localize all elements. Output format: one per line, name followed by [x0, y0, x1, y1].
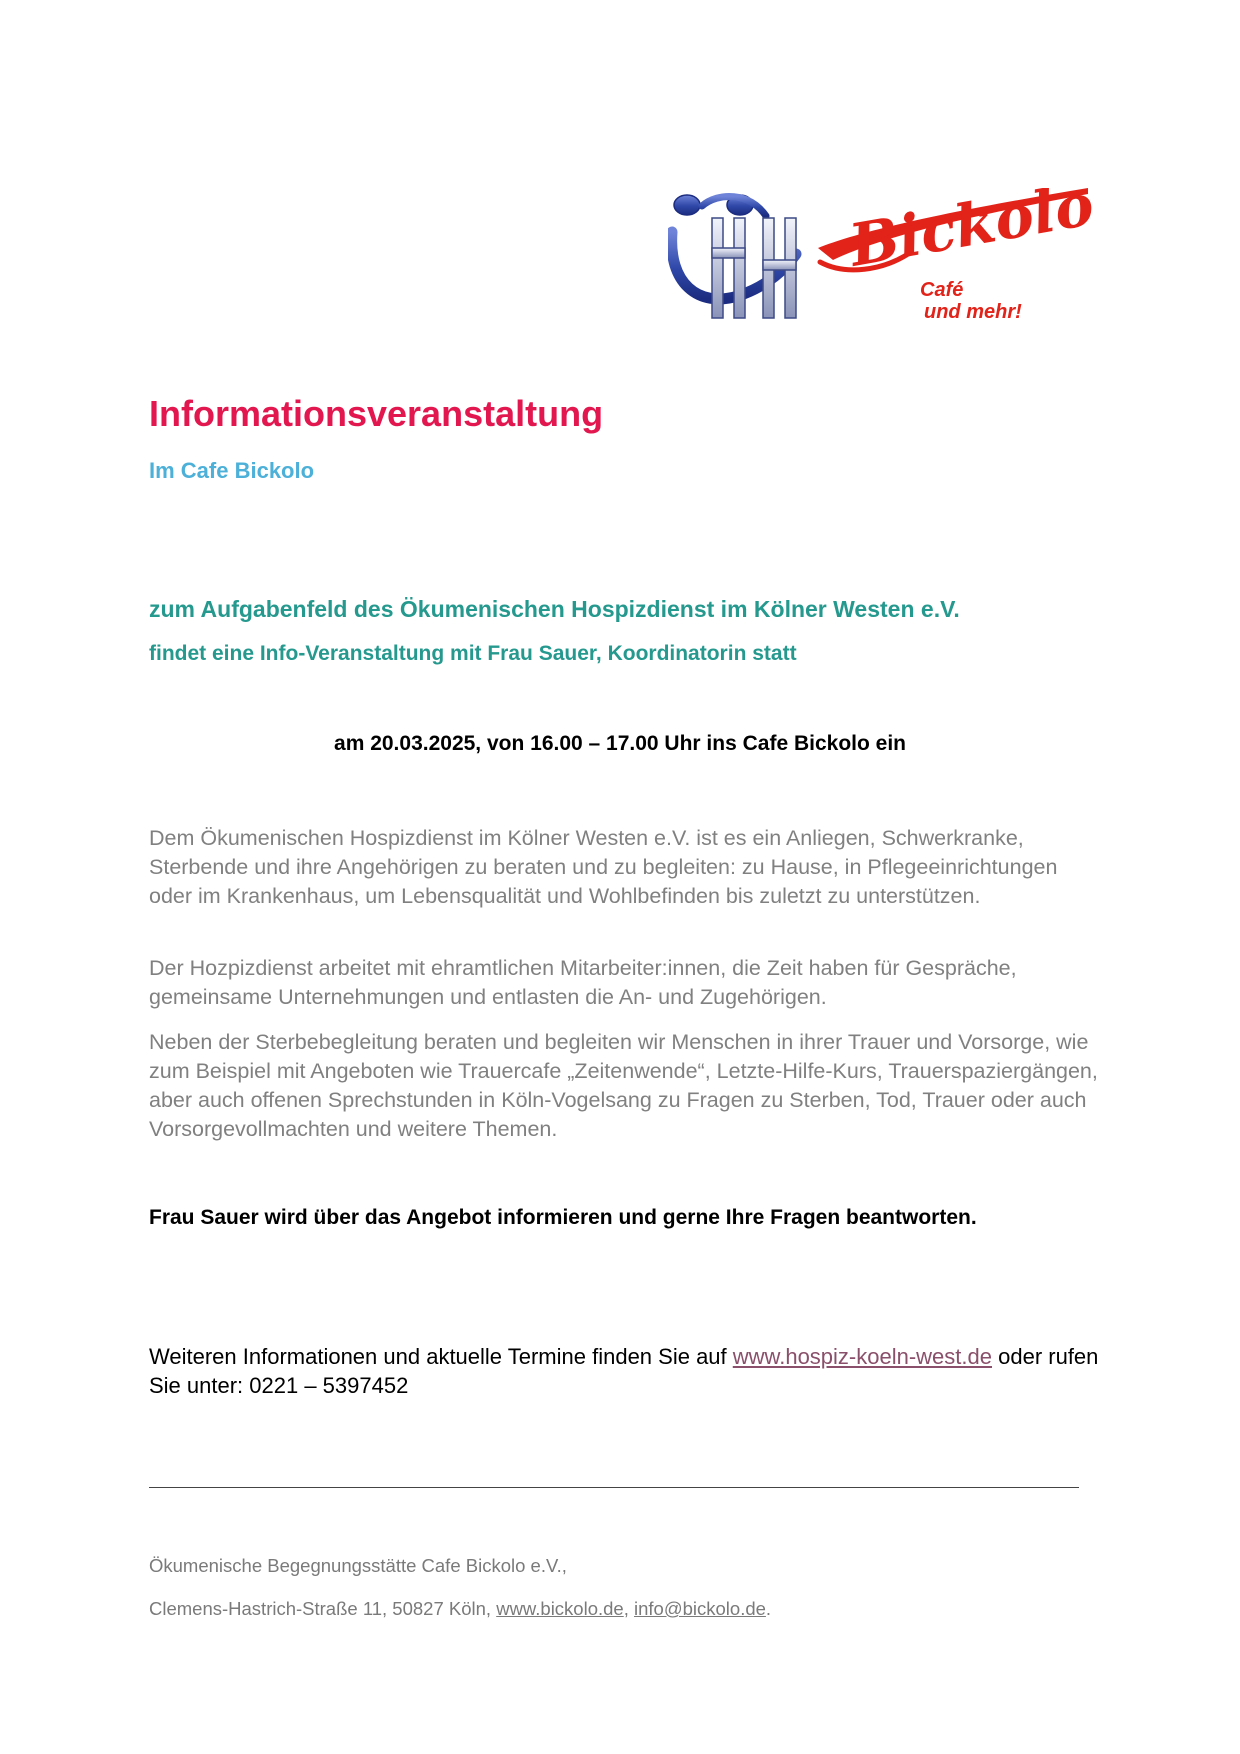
more-info-suffix: oder rufen Sie unter: 0221 – 5397452 [149, 1344, 1099, 1398]
topic-line-1: zum Aufgabenfeld des Ökumenischen Hospizdienst im Kölner Westen e.V. [149, 596, 960, 622]
closing-statement: Frau Sauer wird über das Angebot informieren und gerne Ihre Fragen beantworten. [149, 1206, 977, 1229]
footer-website-link[interactable]: www.bickolo.de [496, 1598, 624, 1619]
footer-address: Clemens-Hastrich-Straße 11, 50827 Köln, [149, 1598, 497, 1619]
bickolo-logo [668, 188, 1092, 338]
head-left-icon [674, 195, 700, 215]
footer-divider [149, 1487, 1079, 1488]
logo-tagline-line1: Café [920, 279, 964, 301]
more-info-prefix: Weiteren Informationen und aktuelle Termine finden Sie auf [149, 1344, 733, 1369]
body-paragraph-3: Neben der Sterbebegleitung beraten und begleiten wir Menschen in ihrer Trauer und Vorsorge, wie zum Beispiel mit Angeboten wie Trauercafe „Zeitenwende“, Letzte-Hilfe-Kurs, Trauerspaziergängen, aber auch offenen Sprechstunden in Köln-Vogelsang zu Fragen zu Sterben, Tod, Trauer oder auch Vorsorgevollmachten und weitere Themen. [149, 1030, 1098, 1141]
page-title: Informationsveranstaltung [149, 393, 604, 434]
logo-graphic [668, 188, 1092, 338]
page-subtitle: Im Cafe Bickolo [149, 458, 315, 483]
logo-tagline-line2: und mehr! [924, 301, 1022, 323]
footer-end: . [765, 1598, 772, 1619]
footer-address-line [149, 1598, 771, 1620]
footer-separator: , [623, 1598, 634, 1619]
more-info [149, 1342, 1109, 1400]
body-paragraph-2: Der Hozpizdienst arbeitet mit ehramtlichen Mitarbeiter:innen, die Zeit haben für Gespräche, gemeinsame Unternehmungen und entlasten die An- und Zugehörigen. [149, 956, 1017, 1009]
topic-line-2: findet eine Info-Veranstaltung mit Frau Sauer, Koordinatorin statt [149, 642, 797, 665]
footer-email-link[interactable]: info@bickolo.de [634, 1598, 766, 1619]
body-paragraph-1: Dem Ökumenischen Hospizdienst im Kölner Westen e.V. ist es ein Anliegen, Schwerkranke, Sterbende und ihre Angehörigen zu beraten und zu begleiten: zu Hause, in Pflegeeinrichtungen oder im Krankenhaus, um Lebensqualität und Wohlbefinden bis zuletzt zu unterstützen. [149, 826, 1058, 908]
footer-organization: Ökumenische Begegnungsstätte Cafe Bickolo e.V., [149, 1555, 567, 1576]
hospiz-website-link[interactable]: www.hospiz-koeln-west.de [732, 1344, 992, 1369]
logo-brand: Bickolo [844, 188, 1092, 280]
event-date: am 20.03.2025, von 16.00 – 17.00 Uhr ins Cafe Bickolo ein [334, 732, 906, 755]
